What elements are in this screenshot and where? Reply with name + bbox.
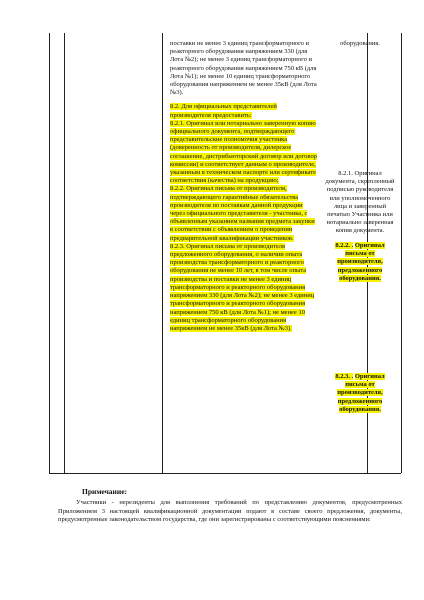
table-border-left (49, 33, 50, 473)
document-8-2-3-text: Оригинал письма от производителя, предложенного оборудования. (337, 373, 385, 413)
document-text-top: оборудования. (340, 40, 380, 47)
document-8-2-2-line (324, 242, 396, 283)
document-8-2-1-text: 8.2.1. Оригинал документа, скрепленный подписью руководителя или уполномоченного лица и заверенный печатью Участника или нотариально заверенная копия документа. (325, 170, 395, 235)
documents-8-2-1 (324, 170, 396, 236)
documents-8-2-2 (324, 242, 396, 283)
requirement-8-2-3 (170, 243, 318, 333)
requirement-8-2-3-text: 8.2.3. Оригинал письма от производителя предложенного оборудования, о наличии опыта производства трансформаторного и реакторного оборудования не менее 10 лет, в том числе опыта производства и поставки не менее 3 единиц трансформаторного и реакторного оборудования напряжением 330 (для Лота №2); не менее 3 единиц трансформаторного и реакторного оборудования напряжением 750 кВ (для Лота №1); не менее 10 единиц трансформаторного оборудования напряжением не менее 35кВ (для Лота №3). (170, 242, 315, 332)
requirements-column (170, 40, 318, 333)
requirement-8-2-text: 8.2. Для официальных представителей производителя предоставить: (170, 103, 277, 119)
document-8-2-3-number: 8.2.3. . (335, 373, 354, 380)
table-border-bottom (49, 473, 401, 474)
requirement-8-2-1 (170, 120, 318, 186)
note-title: Примечание: (82, 487, 128, 496)
table-border-col2 (162, 33, 163, 473)
document-8-2-3-line (324, 373, 396, 414)
requirement-8-2-1-text: 8.2.1. Оригинал или нотариально заверенную копию официального документа, подтверждающего представительские полномочия участника (доверенность от производителя, дилерское соглашение, дистрибьюторский договор или договор комиссии) и соответствует данным о производителе, указанным в техническом паспорте или сертификате соответствия (качества) на продукцию; (170, 119, 317, 185)
requirement-text-top: поставки не менее 3 единиц трансформаторного и реакторного оборудования напряжением 330 (для Лота №2); не менее 3 единиц трансформаторного и реакторного оборудования напряжением 750 кВ (для Лота №1); не менее 10 единиц трансформаторного оборудования напряжением не менее 35кВ (для Лота №3). (170, 40, 317, 97)
requirement-8-2-2 (170, 185, 318, 242)
document-8-2-2-text: Оригинал письма от производителя, предложенного оборудования. (337, 242, 385, 282)
documents-column-top (324, 40, 396, 48)
table-border-col1 (64, 33, 65, 473)
requirement-8-2-2-text: 8.2.2. Оригинал письма от производителя, подтверждающего гарантийные обязательства производителя по поставкам данной продукции через официального представителя - участника, с объявленным указанием названия предмета закупки в соответствии с объявлением о проведении предварительной квалификации участников. (170, 185, 315, 242)
table-border-right (401, 33, 402, 473)
requirement-8-2 (170, 103, 318, 119)
document-8-2-2-number: 8.2.2. . (335, 242, 354, 249)
documents-8-2-3 (324, 373, 396, 414)
note-text: Участники - нерезиденты для выполнения требований по представлению документов, предусмотренных Приложением 3 настоящей квалификационной документации подают в составе своего предложения, документы, предусмотренные законодательством государства, где они зарегистрированы с соответствующими пояснениями: (58, 499, 402, 524)
